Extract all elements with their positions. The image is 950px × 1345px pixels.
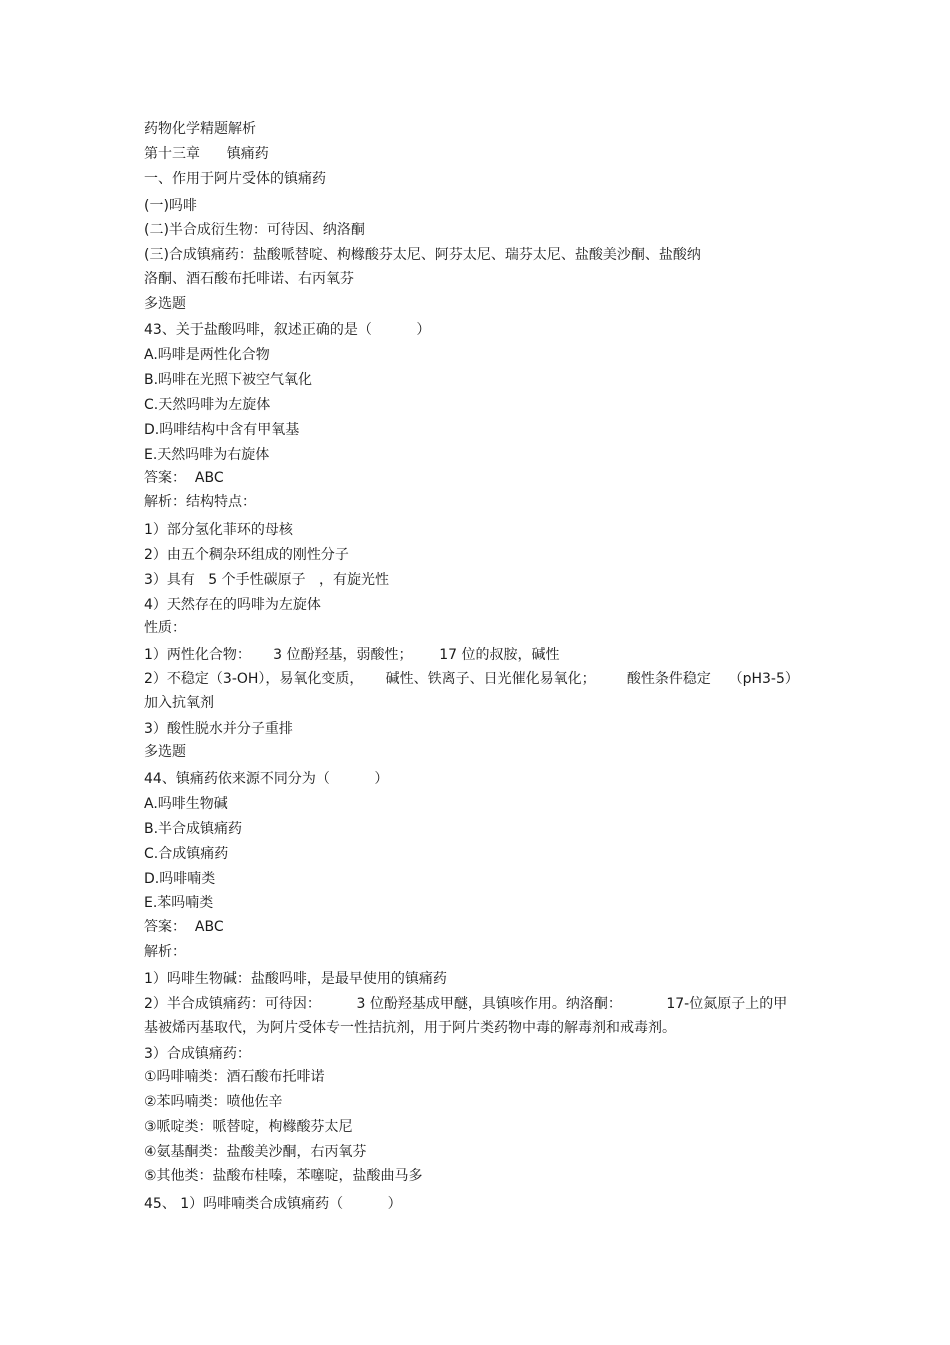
answer-option: A.吗啡是两性化合物	[144, 347, 270, 363]
question-stem: 44、镇痛药依来源不同分为（ ）	[144, 771, 389, 787]
analysis-heading: 解析：结构特点：	[144, 494, 256, 510]
text-line: ⑤其他类：盐酸布桂嗪，苯噻啶，盐酸曲马多	[144, 1168, 423, 1184]
text-line: 1）部分氢化菲环的母核	[144, 522, 293, 538]
text-line: ③哌啶类：哌替啶，枸橼酸芬太尼	[144, 1119, 353, 1135]
answer-option: E.天然吗啡为右旋体	[144, 447, 270, 463]
chapter-heading: 第十三章 镇痛药	[144, 146, 269, 162]
text-line: 2）半合成镇痛药：可待因： 3 位酚羟基成甲醚，具镇咳作用。纳洛酮： 17-位氮原子上的甲	[144, 996, 788, 1012]
text-line: 3）酸性脱水并分子重排	[144, 721, 293, 737]
text-line: 4）天然存在的吗啡为左旋体	[144, 597, 321, 613]
text-line: 加入抗氧剂	[144, 695, 214, 711]
answer-option: C.合成镇痛药	[144, 846, 229, 862]
text-line: 1）两性化合物： 3 位酚羟基，弱酸性； 17 位的叔胺，碱性	[144, 647, 560, 663]
answer-option: B.吗啡在光照下被空气氧化	[144, 372, 313, 388]
document-title: 药物化学精题解析	[144, 121, 256, 137]
answer-option: A.吗啡生物碱	[144, 796, 228, 812]
text-line: 性质：	[144, 620, 186, 636]
text-line: 洛酮、酒石酸布托啡诺、右丙氧芬	[144, 271, 354, 287]
text-line: ④氨基酮类：盐酸美沙酮，右丙氧芬	[144, 1144, 367, 1160]
answer-option: D.吗啡结构中含有甲氧基	[144, 422, 300, 438]
text-line: (三)合成镇痛药：盐酸哌替啶、枸橼酸芬太尼、阿芬太尼、瑞芬太尼、盐酸美沙酮、盐酸纳	[144, 247, 701, 263]
question-type-label: 多选题	[144, 296, 186, 312]
text-line: (二)半合成衍生物：可待因、纳洛酮	[144, 222, 365, 238]
text-line: 3）具有 5 个手性碳原子 ，有旋光性	[144, 572, 389, 588]
text-line: (一)吗啡	[144, 198, 197, 214]
answer-option: E.苯吗喃类	[144, 895, 214, 911]
answer-key: 答案： ABC	[144, 919, 224, 935]
text-line: 2）不稳定（3-OH），易氧化变质， 碱性、铁离子、日光催化易氧化； 酸性条件稳定 （pH3-5）	[144, 671, 799, 687]
answer-option: B.半合成镇痛药	[144, 821, 243, 837]
question-stem: 43、关于盐酸吗啡，叙述正确的是（ ）	[144, 322, 431, 338]
text-line: 基被烯丙基取代，为阿片受体专一性拮抗剂，用于阿片类药物中毒的解毒剂和戒毒剂。	[144, 1020, 676, 1036]
analysis-heading: 解析：	[144, 944, 186, 960]
question-stem: 45、 1）吗啡喃类合成镇痛药（ ）	[144, 1196, 402, 1212]
text-line: 1）吗啡生物碱：盐酸吗啡，是最早使用的镇痛药	[144, 971, 447, 987]
answer-option: C.天然吗啡为左旋体	[144, 397, 271, 413]
text-line: ②苯吗喃类：喷他佐辛	[144, 1094, 283, 1110]
question-type-label: 多选题	[144, 744, 186, 760]
text-line: 3）合成镇痛药：	[144, 1046, 251, 1062]
answer-key: 答案： ABC	[144, 470, 224, 486]
section-heading: 一、作用于阿片受体的镇痛药	[144, 171, 326, 187]
text-line: ①吗啡喃类：酒石酸布托啡诺	[144, 1069, 325, 1085]
text-line: 2）由五个稠杂环组成的刚性分子	[144, 547, 349, 563]
answer-option: D.吗啡喃类	[144, 871, 216, 887]
